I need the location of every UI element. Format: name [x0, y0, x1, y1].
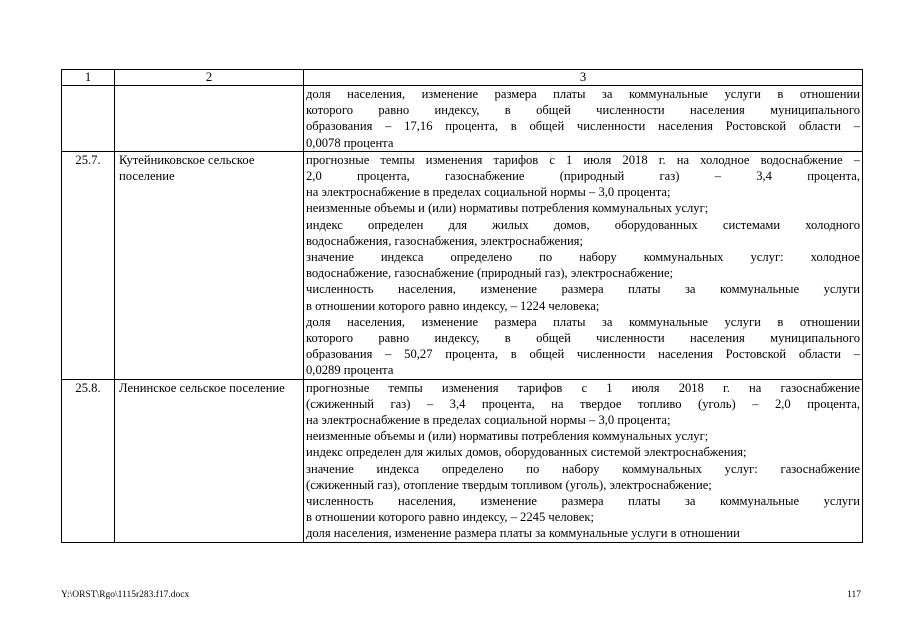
table-row [62, 379, 863, 542]
row-number: 25.8. [62, 379, 115, 542]
description-line: в отношении которого равно индексу, – 2245 человек; [306, 510, 594, 525]
description-line: (сжиженный газ), отопление твердым топливом (уголь), электроснабжение; [306, 477, 712, 492]
row-number: 25.7. [62, 151, 115, 379]
description-line: индекс определен для жилых домов, оборудованных системами холодного [306, 217, 860, 232]
description-line: образования – 17,16 процента, в общей численности населения Ростовской области – [306, 119, 860, 134]
description-line: 0,0289 процента [306, 363, 394, 378]
table-row [62, 86, 863, 152]
settlement-description [304, 379, 863, 542]
description-line: индекс определен для жилых домов, оборудованных системой электроснабжения; [306, 445, 747, 460]
description-line: 0,0078 процента [306, 135, 394, 150]
description-line: на электроснабжение в пределах социальной нормы – 3,0 процента; [306, 185, 671, 200]
description-line: численность населения, изменение размера платы за коммунальные услуги [306, 494, 860, 509]
description-line: доля населения, изменение размера платы за коммунальные услуги в отношении [306, 526, 740, 541]
description-line: прогнозные темпы изменения тарифов с 1 июля 2018 г. на газоснабжение [306, 380, 860, 395]
settlement-name: Ленинское сельское поселение [115, 379, 304, 542]
description-line: на электроснабжение в пределах социальной нормы – 3,0 процента; [306, 413, 671, 428]
description-line: которого равно индексу, в общей численности населения муниципального [306, 103, 860, 118]
description-line: доля населения, изменение размера платы за коммунальные услуги в отношении [306, 87, 860, 101]
description-line: доля населения, изменение размера платы за коммунальные услуги в отношении [306, 314, 860, 329]
description-line: неизменные объемы и (или) нормативы потребления коммунальных услуг; [306, 429, 709, 444]
description-line: 2,0 процента, газоснабжение (природный газ) – 3,4 процента, [306, 169, 860, 184]
description-line: образования – 50,27 процента, в общей численности населения Ростовской области – [306, 347, 860, 362]
header-col-1: 1 [62, 70, 115, 86]
description-line: численность населения, изменение размера платы за коммунальные услуги [306, 282, 860, 297]
description-line: (сжиженный газ) – 3,4 процента, на твердое топливо (уголь) – 2,0 процента, [306, 396, 860, 411]
document-table [61, 69, 863, 543]
settlement-name [115, 86, 304, 152]
row-number [62, 86, 115, 152]
description-line: в отношении которого равно индексу, – 1224 человека; [306, 298, 600, 313]
footer-page-number: 117 [847, 590, 861, 600]
settlement-description [304, 151, 863, 379]
description-line: которого равно индексу, в общей численности населения муниципального [306, 331, 860, 346]
description-line: водоснабжения, газоснабжения, электроснабжения; [306, 233, 583, 248]
table-row [62, 151, 863, 379]
table-body [62, 86, 863, 543]
settlement-name: Кутейниковское сельское поселение [115, 151, 304, 379]
description-line: водоснабжение, газоснабжение (природный газ), электроснабжение; [306, 266, 674, 281]
header-col-2: 2 [115, 70, 304, 86]
description-line: прогнозные темпы изменения тарифов с 1 июля 2018 г. на холодное водоснабжение – [306, 152, 860, 167]
header-col-3: 3 [304, 70, 863, 86]
description-line: значение индекса определено по набору коммунальных услуг: холодное [306, 250, 860, 265]
table-header [62, 70, 863, 86]
description-line: значение индекса определено по набору коммунальных услуг: газоснабжение [306, 461, 860, 476]
description-line: неизменные объемы и (или) нормативы потребления коммунальных услуг; [306, 201, 709, 216]
settlement-description [304, 86, 863, 152]
footer-file-path: Y:\ORST\Rgo\1115r283.f17.docx [61, 590, 190, 600]
